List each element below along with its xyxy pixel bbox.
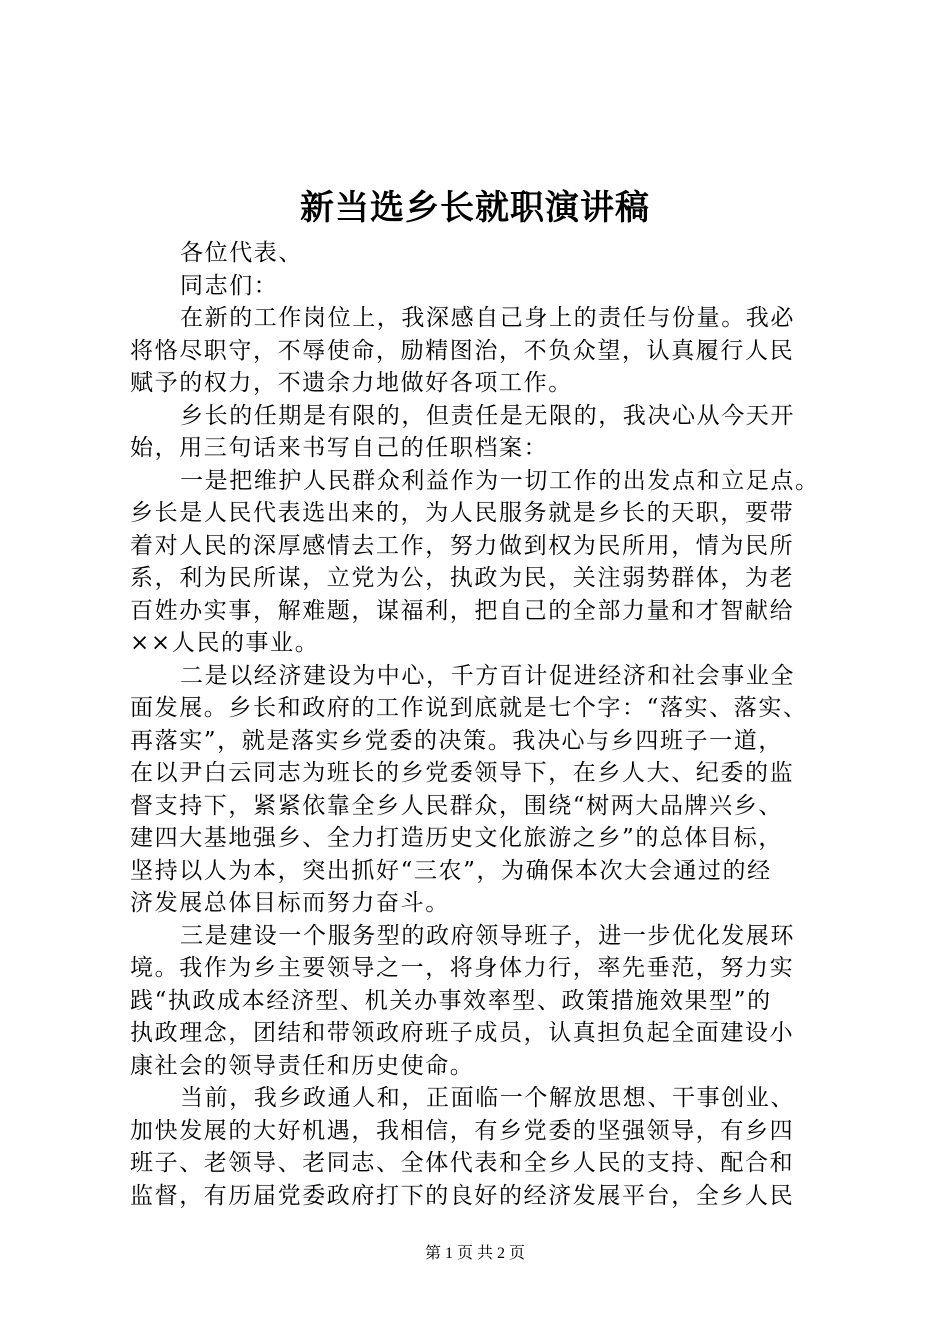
page-footer: 第 1 页 共 2 页 xyxy=(424,1245,525,1262)
body-line: 在以尹白云同志为班长的乡党委领导下，在乡人大、纪委的监 xyxy=(130,760,795,786)
body-line: 各位代表、 xyxy=(180,240,303,266)
body-line: 加快发展的大好机遇，我相信，有乡党委的坚强领导，有乡四 xyxy=(130,1117,795,1144)
body-line: 执政理念，团结和带领政府班子成员，认真担负起全面建设小 xyxy=(130,1020,795,1046)
document-body xyxy=(130,237,842,1212)
body-line: 当前，我乡政通人和，正面临一个解放思想、干事创业、 xyxy=(180,1085,795,1111)
body-line: 建四大基地强乡、全力打造历史文化旅游之乡”的总体目标， xyxy=(130,825,783,851)
body-line: 系，利为民所谋，立党为公，执政为民，关注弱势群体，为老 xyxy=(130,565,795,591)
body-line: 乡长是人民代表选出来的，为人民服务就是乡长的天职，要带 xyxy=(130,500,795,526)
body-line: 同志们： xyxy=(180,272,279,299)
body-line: 将恪尽职守，不辱使命，励精图治，不负众望，认真履行人民 xyxy=(130,337,795,364)
body-line: 三是建设一个服务型的政府领导班子，进一步优化发展环 xyxy=(180,922,795,949)
body-line: 百姓办实事，解难题，谋福利，把自己的全部力量和才智献给 xyxy=(130,597,795,624)
body-line: 赋予的权力，不遗余力地做好各项工作。 xyxy=(130,370,573,396)
body-line: 着对人民的深厚感情去工作，努力做到权为民所用，情为民所 xyxy=(130,532,795,559)
body-line: ××人民的事业。 xyxy=(130,630,320,656)
body-line: 始，用三句话来书写自己的任职档案： xyxy=(130,435,549,461)
body-line: 再落实”，就是落实乡党委的决策。我决心与乡四班子一道， xyxy=(130,727,783,754)
body-line: 乡长的任期是有限的，但责任是无限的，我决心从今天开 xyxy=(180,402,795,429)
body-line: 班子、老领导、老同志、全体代表和全乡人民的支持、配合和 xyxy=(130,1150,795,1176)
body-line: 在新的工作岗位上，我深感自己身上的责任与份量。我必 xyxy=(180,305,795,331)
body-line: 督支持下，紧紧依靠全乡人民群众，围绕“树两大品牌兴乡、 xyxy=(130,792,783,819)
body-line: 坚持以人为本，突出抓好“三农”，为确保本次大会通过的经 xyxy=(130,857,772,884)
body-line: 一是把维护人民群众利益作为一切工作的出发点和立足点。 xyxy=(180,467,820,494)
body-line: 济发展总体目标而努力奋斗。 xyxy=(130,890,450,916)
body-line: 监督，有历届党委政府打下的良好的经济发展平台，全乡人民 xyxy=(130,1182,795,1209)
body-line: 二是以经济建设为中心，千方百计促进经济和社会事业全 xyxy=(180,662,795,689)
body-line: 境。我作为乡主要领导之一，将身体力行，率先垂范，努力实 xyxy=(130,955,795,981)
body-line: 面发展。乡长和政府的工作说到底就是七个字：“落实、落实、 xyxy=(130,695,808,721)
body-line: 践“执政成本经济型、机关办事效率型、政策措施效果型”的 xyxy=(130,987,772,1014)
document-title: 新当选乡长就职演讲稿 xyxy=(300,188,650,228)
body-line: 康社会的领导责任和历史使命。 xyxy=(130,1052,475,1079)
